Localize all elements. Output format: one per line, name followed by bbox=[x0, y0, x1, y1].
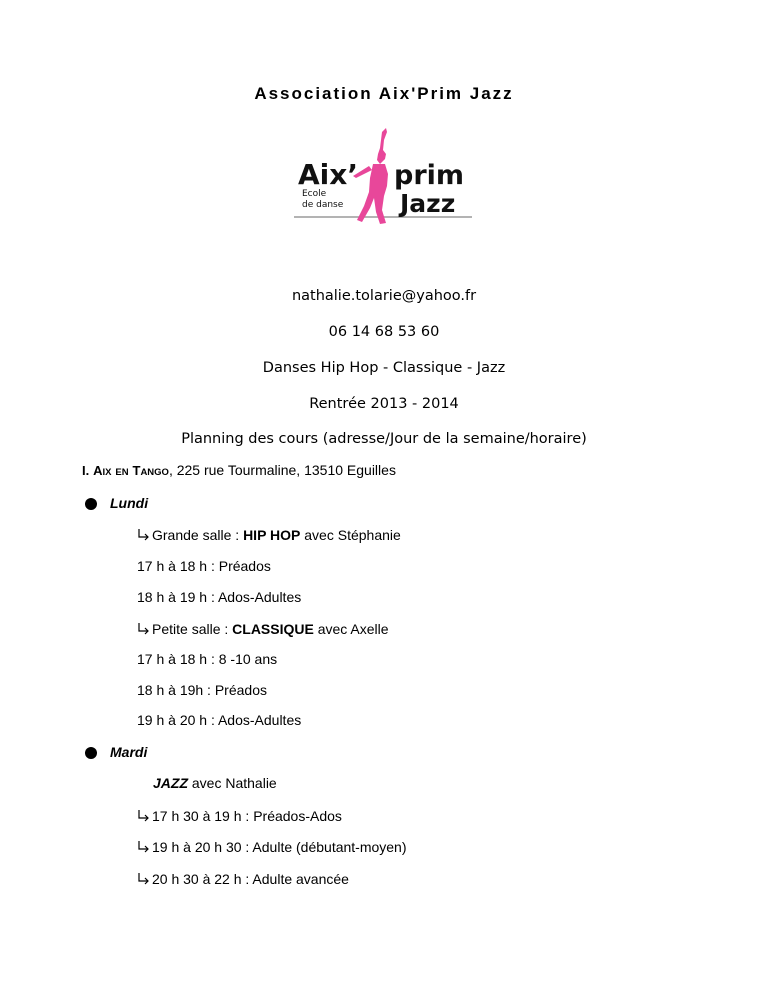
planning-heading: Planning des cours (adresse/Jour de la semaine/horaire) bbox=[181, 431, 587, 447]
arrow-icon bbox=[137, 622, 151, 636]
schedule-slot: 20 h 30 à 22 h : Adulte avancée bbox=[137, 871, 349, 887]
arrow-icon bbox=[137, 840, 151, 854]
arrow-icon bbox=[137, 528, 151, 542]
schedule-slot: 19 h à 20 h : Ados-Adultes bbox=[137, 712, 302, 728]
arrow-icon bbox=[137, 872, 151, 886]
schedule-slot: 18 h à 19h : Préados bbox=[137, 682, 267, 698]
venue-line: I. AIX EN TANGO, 225 rue Tourmaline, 13510 Eguilles bbox=[82, 462, 396, 478]
document-title: Association Aix'Prim Jazz bbox=[254, 84, 514, 103]
disciplines: Danses Hip Hop - Classique - Jazz bbox=[262, 360, 506, 376]
venue-address: , 225 rue Tourmaline, 13510 Eguilles bbox=[168, 462, 396, 478]
schedule-slot: 17 h 30 à 19 h : Préados-Ados bbox=[137, 808, 342, 824]
dancer-figure bbox=[353, 128, 388, 224]
grande-salle-line: Grande salle : HIP HOP avec Stéphanie bbox=[137, 527, 401, 543]
season: Rentrée 2013 - 2014 bbox=[309, 396, 459, 412]
bullet-icon bbox=[85, 498, 97, 510]
logo-subtitle-1: Ecole bbox=[302, 189, 327, 199]
petite-salle-line: Petite salle : CLASSIQUE avec Axelle bbox=[137, 621, 389, 637]
schedule-slot: 19 h à 20 h 30 : Adulte (débutant-moyen) bbox=[137, 839, 407, 855]
logo-word-prim: prim bbox=[394, 160, 465, 191]
logo-word-jazz: Jazz bbox=[400, 189, 456, 218]
schedule-slot: 17 h à 18 h : 8 -10 ans bbox=[137, 651, 278, 667]
logo-word-aix: Aix’ bbox=[298, 158, 358, 191]
arrow-icon bbox=[137, 809, 151, 823]
day-mardi: Mardi bbox=[110, 744, 148, 760]
venue-number: I. bbox=[82, 463, 90, 478]
jazz-line: JAZZ avec Nathalie bbox=[153, 775, 277, 791]
bullet-icon bbox=[85, 747, 97, 759]
schedule-slot: 18 h à 19 h : Ados-Adultes bbox=[137, 589, 302, 605]
logo-subtitle-2: de danse bbox=[302, 200, 344, 210]
contact-email: nathalie.tolarie@yahoo.fr bbox=[291, 288, 477, 304]
schedule-slot: 17 h à 18 h : Préados bbox=[137, 558, 271, 574]
day-lundi: Lundi bbox=[110, 495, 149, 511]
aixprim-logo bbox=[290, 126, 472, 226]
contact-phone: 06 14 68 53 60 bbox=[328, 324, 440, 340]
